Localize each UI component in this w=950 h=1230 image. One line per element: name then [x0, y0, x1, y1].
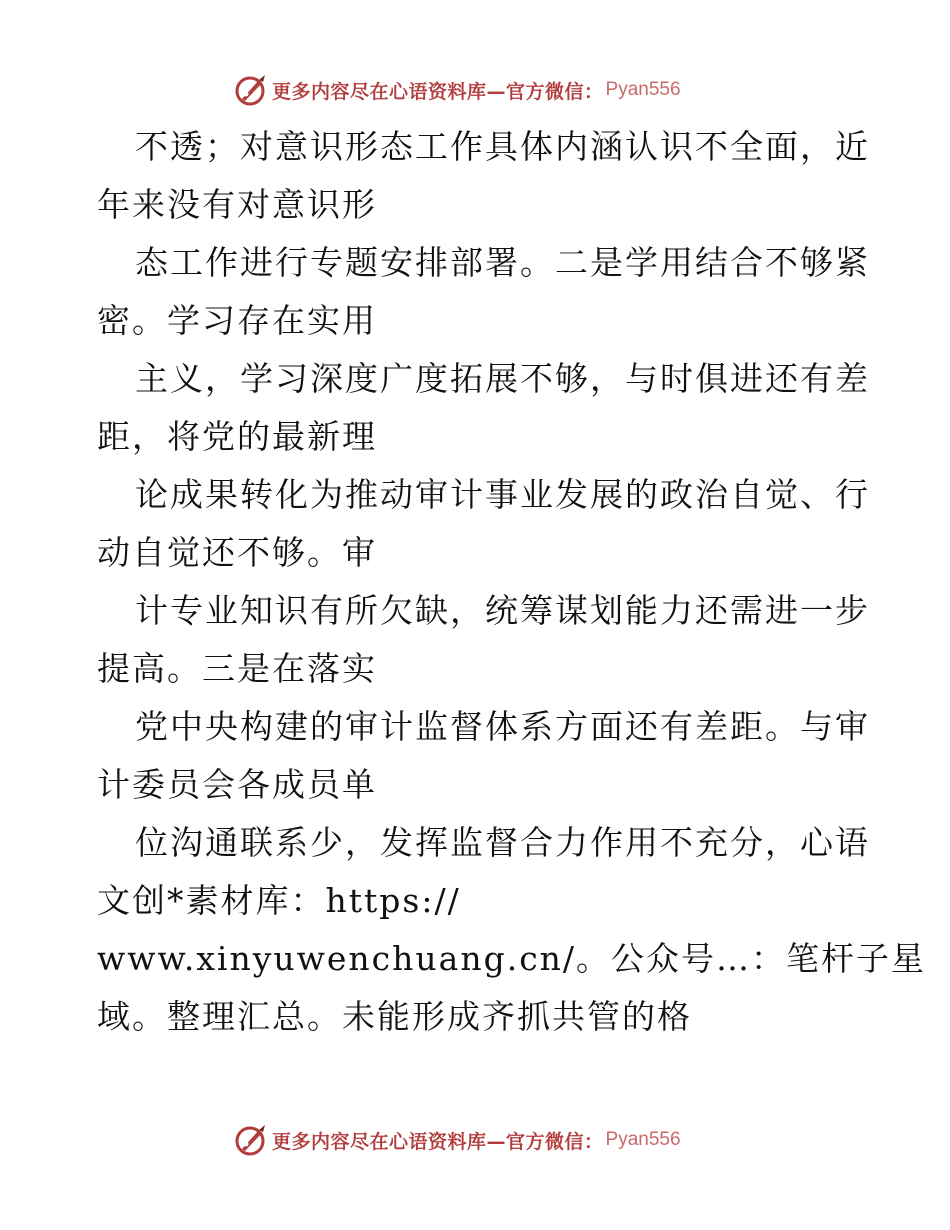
text-line: 密。学习存在实用 — [97, 301, 377, 340]
footer-banner-text: 更多内容尽在心语资料库—官方微信： — [272, 1130, 604, 1153]
text-line: 计委员会各成员单 — [97, 765, 377, 804]
text-line: 位沟通联系少，发挥监督合力作用不充分，心语 — [135, 823, 870, 862]
text-line: 不透；对意识形态工作具体内涵认识不全面，近 — [135, 127, 870, 166]
text-line: 党中央构建的审计监督体系方面还有差距。与审 — [135, 707, 870, 746]
quill-pen-logo-icon — [232, 1122, 268, 1158]
document-body — [97, 118, 927, 1046]
header-banner — [232, 71, 681, 109]
text-line: www.xinyuwenchuang.cn/。公众号…：笔杆子星 — [97, 939, 927, 978]
text-line: 提高。三是在落实 — [97, 649, 377, 688]
text-line: 域。整理汇总。未能形成齐抓共管的格 — [97, 997, 692, 1036]
quill-pen-logo-icon — [232, 72, 268, 108]
text-line: 距，将党的最新理 — [97, 417, 377, 456]
footer-banner — [232, 1121, 681, 1159]
text-line: 计专业知识有所欠缺，统筹谋划能力还需进一步 — [135, 591, 870, 630]
text-line: 论成果转化为推动审计事业发展的政治自觉、行 — [135, 475, 870, 514]
header-contact-id: Pyan556 — [605, 79, 681, 100]
text-line: 态工作进行专题安排部署。二是学用结合不够紧 — [135, 243, 870, 282]
footer-contact-id: Pyan556 — [605, 1129, 681, 1150]
text-line: 文创*素材库：https:// — [97, 881, 461, 920]
text-line: 动自觉还不够。审 — [97, 533, 377, 572]
text-line: 年来没有对意识形 — [97, 185, 377, 224]
text-line: 主义，学习深度广度拓展不够，与时俱进还有差 — [135, 359, 870, 398]
header-banner-text: 更多内容尽在心语资料库—官方微信： — [272, 80, 604, 103]
